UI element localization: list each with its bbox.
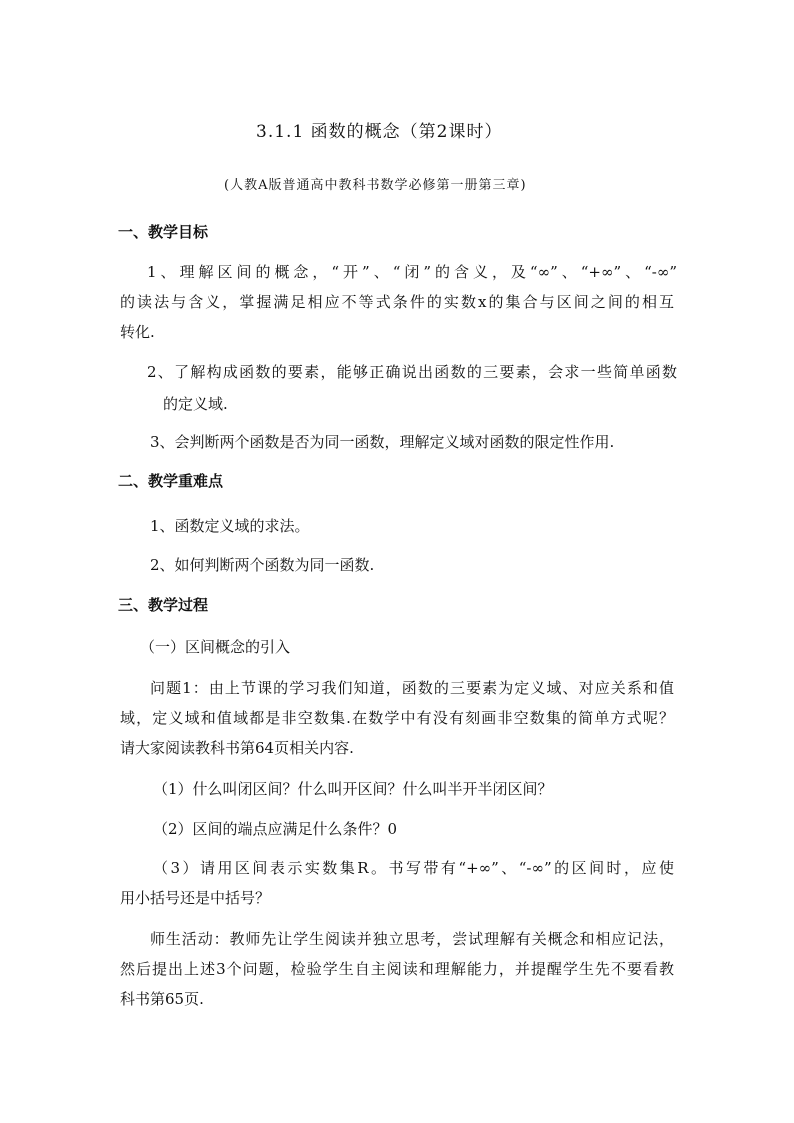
- prompt-1: （1）什么叫闭区间？什么叫开区间？什么叫半开半闭区间？: [153, 780, 553, 798]
- objective-3: 3、会判断两个函数是否为同一函数，理解定义域对函数的限定性作用.: [150, 433, 615, 451]
- key-point-1: 1、函数定义域的求法。: [150, 517, 310, 535]
- subsection-heading-1: （一）区间概念的引入: [140, 638, 291, 656]
- section-heading-process: 三、教学过程: [118, 596, 209, 614]
- prompt-2: （2）区间的端点应满足什么条件？0: [153, 820, 398, 838]
- question-1-line-3: 请大家阅读教科书第64页相关内容.: [120, 739, 354, 757]
- key-point-2: 2、如何判断两个函数为同一函数.: [150, 556, 375, 574]
- activity-line-3: 科书第65页.: [120, 990, 204, 1008]
- question-1-line-2: 域，定义域和值域都是非空数集.在数学中有没有刻画非空数集的简单方式呢？: [120, 709, 674, 727]
- section-heading-key-points: 二、教学重难点: [118, 472, 224, 490]
- objective-1-line-3: 转化.: [120, 323, 155, 341]
- prompt-3-line-1: （3）请用区间表示实数集R。书写带有“+∞”、“-∞”的区间时，应使: [153, 859, 674, 877]
- objective-1-line-2: 的读法与含义，掌握满足相应不等式条件的实数x的集合与区间之间的相互: [120, 293, 674, 311]
- section-heading-objectives: 一、教学目标: [118, 223, 209, 241]
- activity-line-1: 师生活动：教师先让学生阅读并独立思考，尝试理解有关概念和相应记法，: [150, 930, 674, 948]
- activity-line-2: 然后提出上述3个问题，检验学生自主阅读和理解能力，并提醒学生先不要看教: [120, 960, 674, 978]
- objective-1-line-1: 1、理解区间的概念，“开”、“闭”的含义，及“∞”、“+∞”、“-∞”: [147, 263, 677, 281]
- prompt-3-line-2: 用小括号还是中括号？: [120, 889, 271, 907]
- document-title: 3.1.1 函数的概念（第2课时）: [256, 122, 503, 142]
- question-1-line-1: 问题1：由上节课的学习我们知道，函数的三要素为定义域、对应关系和值: [150, 679, 674, 697]
- document-subtitle: (人教A版普通高中教科书数学必修第一册第三章): [224, 178, 527, 193]
- objective-2-line-2: 的定义域.: [163, 395, 228, 413]
- objective-2-line-1: 2、了解构成函数的要素，能够正确说出函数的三要素，会求一些简单函数: [147, 363, 677, 381]
